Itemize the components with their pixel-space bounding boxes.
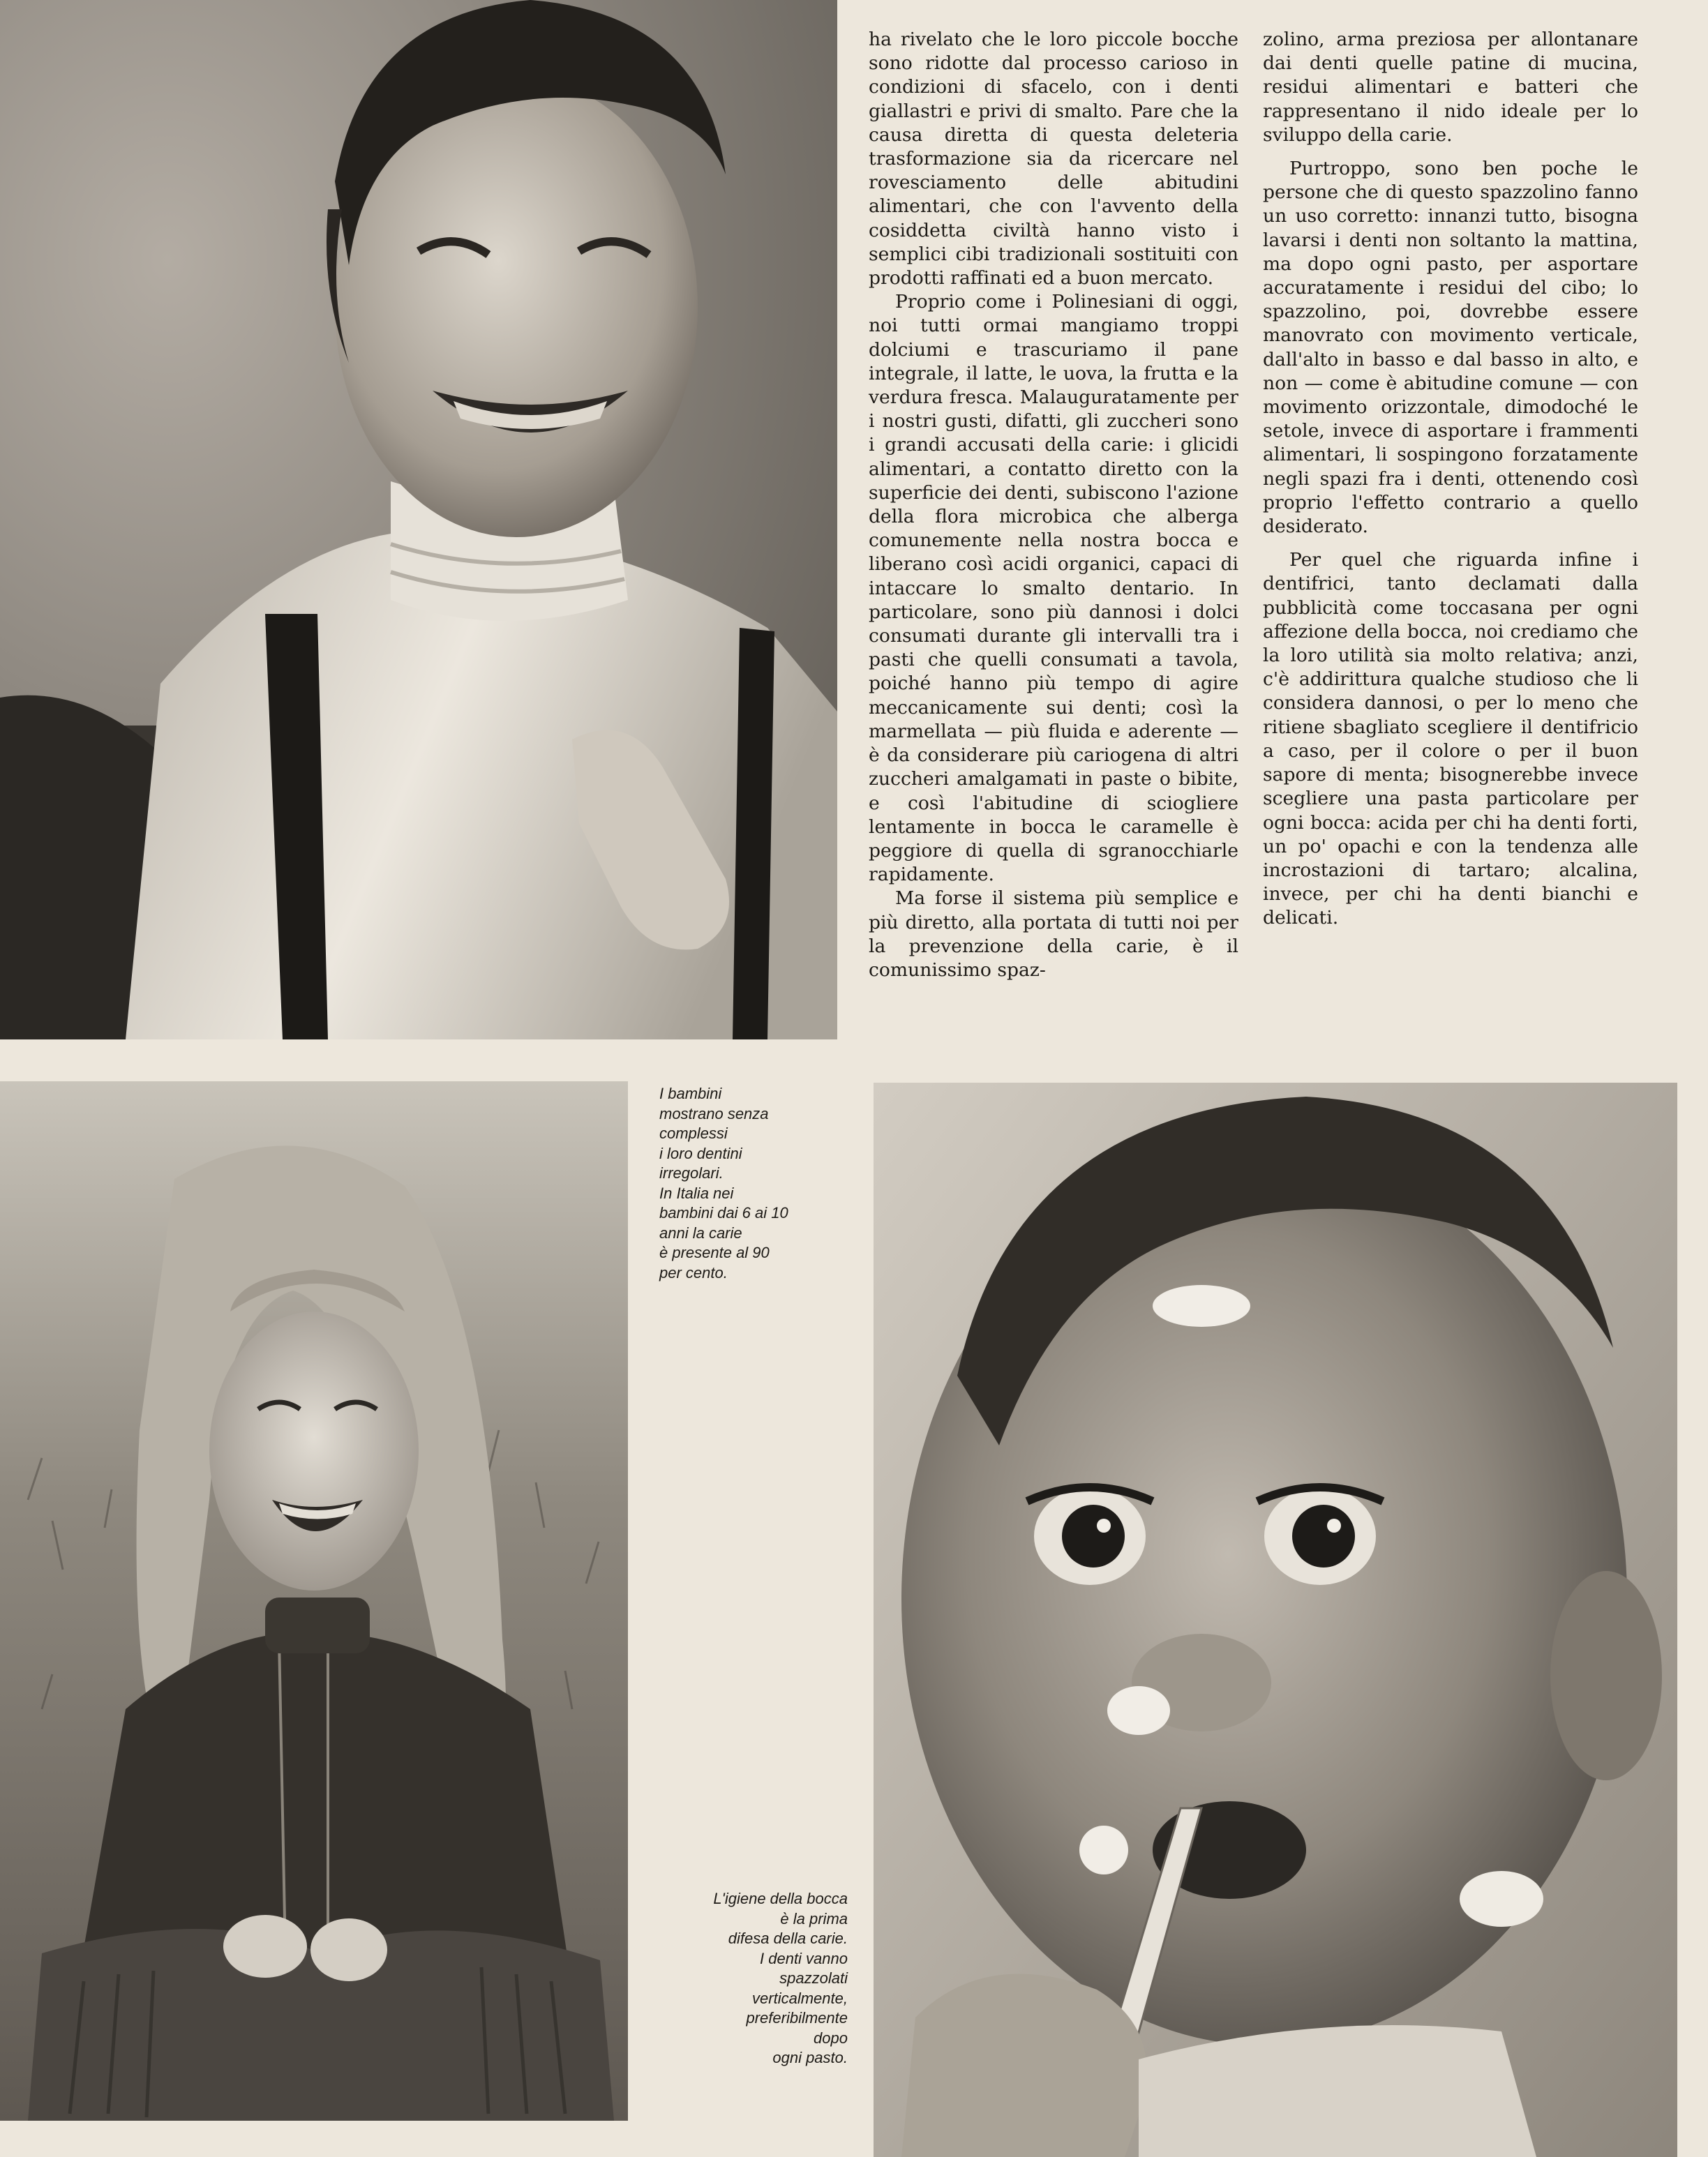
caption-line: mostrano senza (659, 1104, 769, 1122)
photo-caption-top (659, 1084, 841, 1283)
caption-line: ogni pasto. (772, 2049, 848, 2066)
caption-line: In Italia nei (659, 1184, 734, 1202)
article-paragraph: Ma forse il sistema più semplice e più diretto, alla portata di tutti noi per la prevenzione della carie, è il comunissimo spaz- (869, 887, 1238, 981)
caption-line: difesa della carie. (728, 1930, 848, 1947)
caption-line: I denti vanno (760, 1949, 848, 1967)
article-paragraph: Per quel che riguarda infine i dentifrici, tanto declamati dalla pubblicità come toccasana per ogni affezione della bocca, noi crediamo che la loro utilità sia molto relativa; anzi, c'è addirittura qualche studioso che li considera dannosi, o per lo meno che ritiene sbagliato scegliere il dentifricio a caso, per il colore o per il buon sapore di menta; bisognerebbe invece scegliere una pasta particolare per ogni bocca: acida per chi ha denti forti, un po' opachi e con la tendenza alle incrostazioni di tartaro; alcalina, invece, per chi ha denti bianchi e delicati. (1263, 549, 1638, 929)
caption-line: è presente al 90 (659, 1244, 770, 1261)
caption-line: irregolari. (659, 1164, 724, 1182)
photo-caption-bottom (638, 1889, 848, 2068)
caption-line: anni la carie (659, 1224, 742, 1242)
caption-line: i loro dentini (659, 1144, 742, 1162)
photo-laughing-girl (0, 1081, 628, 2121)
caption-line: per cento. (659, 1263, 728, 1282)
caption-line: complessi (659, 1125, 728, 1142)
caption-line: L'igiene della bocca (713, 1890, 848, 1907)
caption-line: I bambini (659, 1085, 722, 1102)
caption-line: verticalmente, (752, 1989, 848, 2007)
caption-line: dopo (814, 2029, 848, 2047)
caption-line: è la prima (780, 1909, 848, 1927)
article-paragraph: Purtroppo, sono ben poche le persone che di questo spazzolino fanno un uso corretto: innanzi tutto, bisogna lavarsi i denti non soltanto la mattina, ma dopo ogni pasto, per asportare accuratamente i residui del cibo; lo spazzolino, poi, dovrebbe essere manovrato con movimento verticale, dall'alto in basso e dal basso in alto, e non — come è abitudine comune — con movimento orizzontale, dimodoché le setole, invece di asportare i frammenti alimentari, li sospingono forzatamente negli spazi fra i denti, ottenendo così proprio l'effetto contrario a quello desiderato. (1263, 158, 1638, 538)
article-column-middle (869, 28, 1238, 982)
photo-smiling-boy (0, 0, 837, 1039)
article-column-right (1263, 28, 1638, 931)
article-paragraph: ha rivelato che le loro piccole bocche sono ridotte dal processo carioso in condizioni di sfacelo, con i denti giallastri e privi di smalto. Pare che la causa diretta di questa deleteria trasformazione sia da ricercare nel rovesciamento delle abitudini alimentari, che con l'avvento della cosiddetta civiltà hanno visto i semplici cibi tradizionali sostituiti con prodotti raffinati ed a buon mercato. (869, 29, 1238, 290)
photo-baby-toothbrush (874, 1083, 1677, 2157)
article-paragraph: zolino, arma preziosa per allontanare dai denti quelle patine di mucina, residui alimentari e batteri che rappresentano il nido ideale per lo sviluppo della carie. (1263, 29, 1638, 146)
caption-line: spazzolati (779, 1969, 848, 1987)
article-paragraph: Proprio come i Polinesiani di oggi, noi tutti ormai mangiamo troppi dolciumi e trascuriamo il pane integrale, il latte, le uova, la frutta e la verdura fresca. Malauguratamente per i nostri gusti, difatti, gli zuccheri sono i grandi accusati della carie: i glicidi alimentari, a contatto diretto con la superficie dei denti, subiscono l'azione della flora microbica che alberga comunemente nella nostra bocca e liberano così acidi organici, capaci di intaccare lo smalto dentario. In particolare, sono più dannosi i dolci consumati durante gli intervalli tra i pasti che quelli consumati a tavola, poiché hanno più tempo di agire meccanicamente sui denti; così la marmellata — più fluida e aderente — è da considerare più cariogena di altri zuccheri amalgamati in paste o bibite, e così l'abitudine di sciogliere lentamente in bocca le caramelle è peggiore di quella di sgranocchiarle rapidamente. (869, 291, 1238, 886)
caption-line: bambini dai 6 ai 10 (659, 1204, 788, 1222)
caption-line: preferibilmente (746, 2009, 848, 2027)
